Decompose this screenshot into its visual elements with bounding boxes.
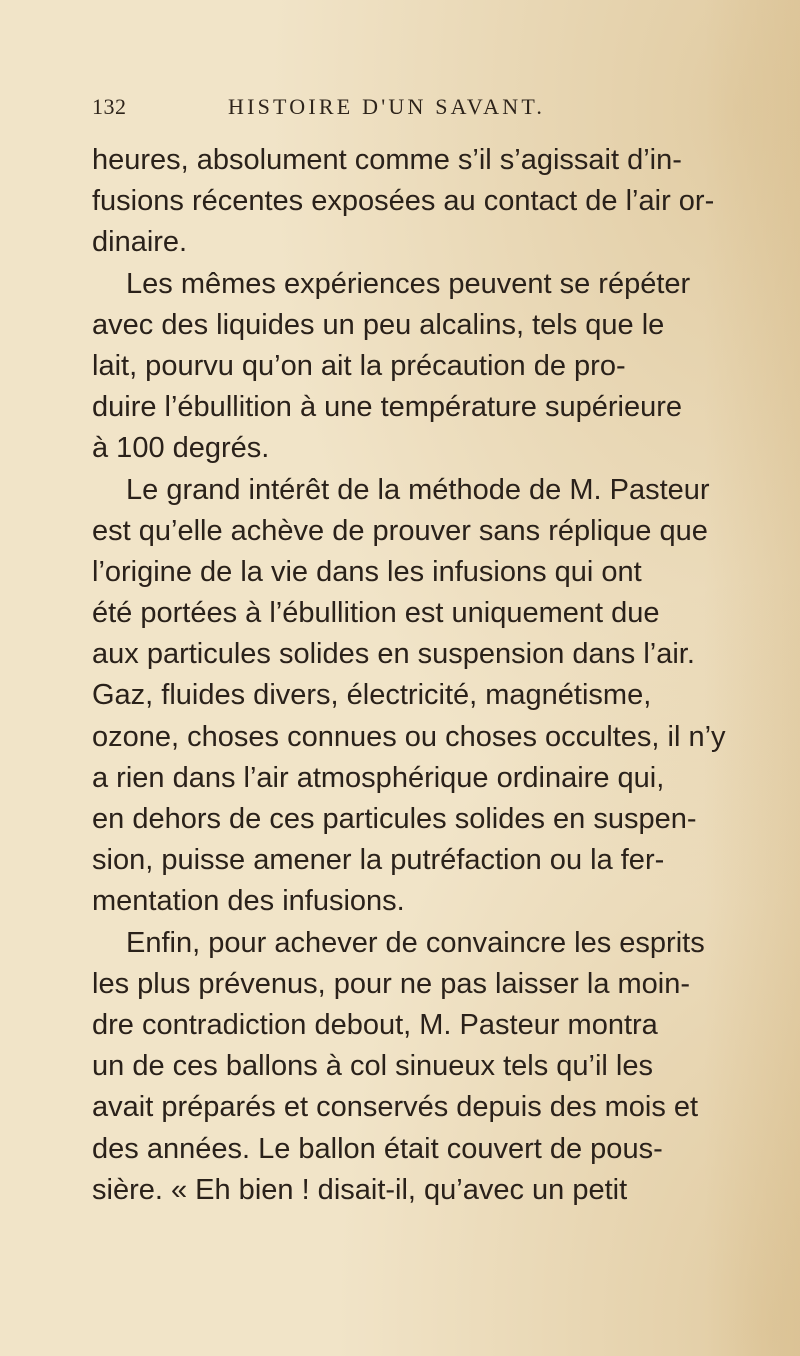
text-line: sière. « Eh bien ! disait-il, qu’avec un petit (92, 1173, 628, 1206)
text-line: lait, pourvu qu’on ait la précaution de pro- (92, 349, 626, 382)
page-number: 132 (92, 94, 127, 119)
page-header (92, 94, 752, 134)
text-line: Gaz, fluides divers, électricité, magnétisme, (92, 679, 652, 712)
text-line: à 100 degrés. (92, 432, 270, 465)
text-line: les plus prévenus, pour ne pas laisser la moin- (92, 967, 691, 1000)
text-line: avait préparés et conservés depuis des mois et (92, 1091, 699, 1124)
text-line: mentation des infusions. (92, 885, 405, 918)
paragraph-start-line: Les mêmes expériences peuvent se répéter (126, 267, 691, 300)
paragraph-start-line: Enfin, pour achever de convaincre les esprits (126, 926, 705, 959)
body-text (92, 140, 772, 1211)
paragraph-start-line: Le grand intérêt de la méthode de M. Pasteur (126, 473, 710, 506)
text-line: des années. Le ballon était couvert de pous- (92, 1132, 663, 1165)
text-line: l’origine de la vie dans les infusions qui ont (92, 555, 642, 588)
text-line: été portées à l’ébullition est uniquement due (92, 597, 660, 630)
text-line: duire l’ébullition à une température supérieure (92, 391, 683, 424)
text-line: en dehors de ces particules solides en suspen- (92, 803, 697, 835)
text-line: ozone, choses connues ou choses occultes, il n’y (92, 720, 726, 753)
text-line: avec des liquides un peu alcalins, tels que le (92, 308, 665, 341)
text-line: dre contradiction debout, M. Pasteur montra (92, 1008, 658, 1041)
text-line: a rien dans l’air atmosphérique ordinaire qui, (92, 761, 665, 794)
text-line: fusions récentes exposées au contact de l’air or- (92, 185, 715, 218)
text-line: dinaire. (92, 226, 188, 259)
text-line: un de ces ballons à col sinueux tels qu’il les (92, 1050, 653, 1083)
running-title: HISTOIRE D'UN SAVANT. (228, 94, 546, 119)
text-line: est qu’elle achève de prouver sans réplique que (92, 514, 708, 547)
text-line: sion, puisse amener la putréfaction ou la fer- (92, 844, 665, 877)
text-line: heures, absolument comme s’il s’agissait d’in- (92, 144, 682, 176)
text-line: aux particules solides en suspension dans l’air. (92, 638, 695, 671)
